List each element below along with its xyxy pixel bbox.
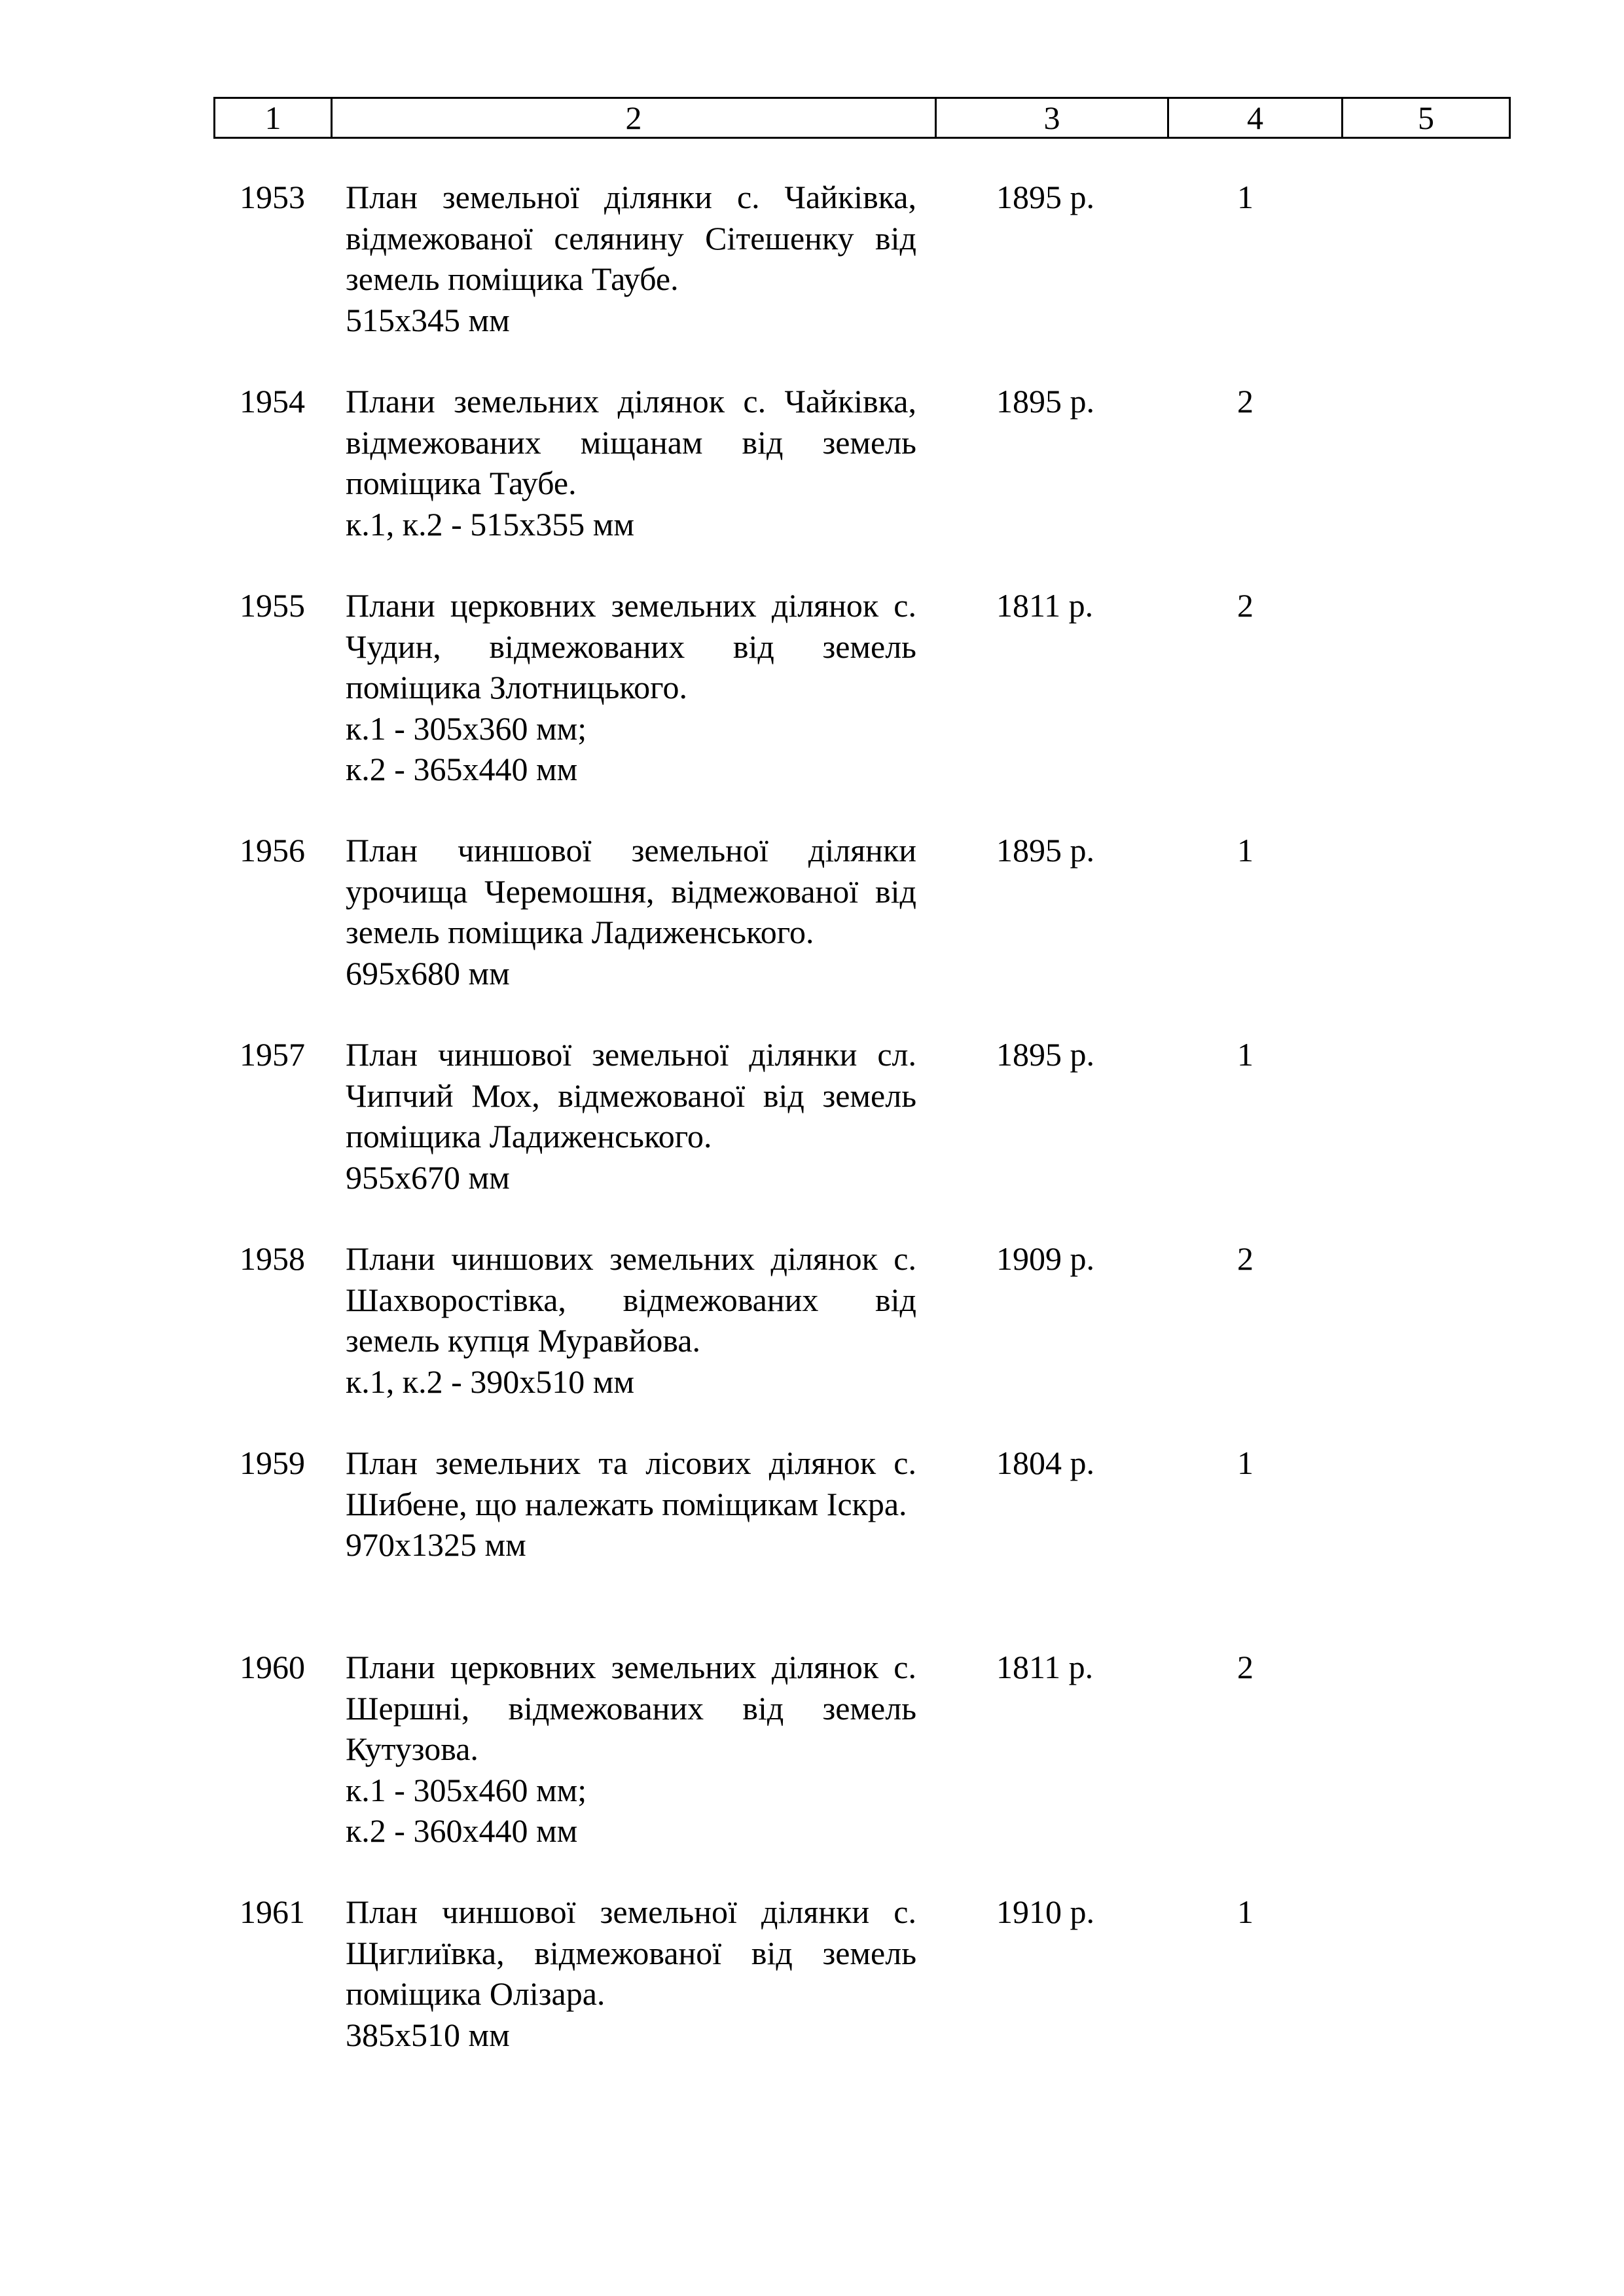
entry-number: 1956 — [240, 832, 305, 869]
entry-size: к.2 - 365х440 мм — [346, 751, 578, 787]
entry-size: к.1, к.2 - 390х510 мм — [346, 1363, 635, 1400]
entry-number: 1957 — [240, 1036, 305, 1073]
entry-description: План чиншової земельної ділянки с. Щиглиївка, відмежованої від земель поміщика Олізара. — [346, 1893, 916, 2012]
entry-number: 1953 — [240, 179, 305, 215]
entry-description-block — [346, 1892, 916, 2055]
entry-description: План земельної ділянки с. Чайківка, відмежованої селянину Сітешенку від земель поміщика Таубе. — [346, 179, 916, 297]
entry-number: 1958 — [240, 1240, 305, 1277]
entry-date: 1811 р. — [996, 587, 1094, 624]
entry-description: План чиншової земельної ділянки урочища Черемошня, відмежованої від земель поміщика Ладиженського. — [346, 832, 916, 950]
header-col-4: 4 — [1169, 99, 1343, 137]
entry-count: 2 — [1237, 1240, 1254, 1277]
entry-description: Плани церковних земельних ділянок с. Чудин, відмежованих від земель поміщика Злотницького. — [346, 587, 916, 706]
entry-number: 1954 — [240, 383, 305, 420]
entry-count: 2 — [1237, 383, 1254, 420]
entry-count: 2 — [1237, 1649, 1254, 1685]
inventory-entry — [0, 1647, 1624, 1892]
entry-number: 1959 — [240, 1444, 305, 1481]
entry-size: 955х670 мм — [346, 1158, 510, 1196]
inventory-entry — [0, 1443, 1624, 1647]
header-col-1: 1 — [215, 99, 333, 137]
entry-size: 695х680 мм — [346, 954, 510, 992]
entry-description-block — [346, 381, 916, 545]
entry-description-block — [346, 1034, 916, 1198]
entry-description-block — [346, 830, 916, 994]
entry-description: Плани церковних земельних ділянок с. Шершні, відмежованих від земель Кутузова. — [346, 1649, 916, 1767]
entry-date: 1909 р. — [996, 1240, 1094, 1277]
entry-description-block — [346, 1238, 916, 1402]
entry-size: 385х510 мм — [346, 2016, 510, 2053]
entry-description-block — [346, 1443, 916, 1566]
entry-description-block — [346, 1647, 916, 1852]
entry-number: 1961 — [240, 1893, 305, 1930]
entry-count: 1 — [1237, 1893, 1254, 1930]
header-col-3: 3 — [937, 99, 1169, 137]
entry-date: 1811 р. — [996, 1649, 1094, 1685]
entry-size: 515х345 мм — [346, 301, 510, 338]
inventory-entry — [0, 830, 1624, 1034]
entry-date: 1895 р. — [996, 1036, 1094, 1073]
column-number-header — [213, 97, 1511, 139]
entry-date: 1910 р. — [996, 1893, 1094, 1930]
entry-description-block — [346, 585, 916, 790]
entry-count: 2 — [1237, 587, 1254, 624]
inventory-entry — [0, 177, 1624, 381]
entry-description: План чиншової земельної ділянки сл. Чипчий Мох, відмежованої від земель поміщика Ладиженського. — [346, 1036, 916, 1155]
header-col-2: 2 — [333, 99, 937, 137]
entry-number: 1960 — [240, 1649, 305, 1685]
entry-date: 1895 р. — [996, 832, 1094, 869]
entry-description: Плани земельних ділянок с. Чайківка, відмежованих міщанам від земель поміщика Таубе. — [346, 383, 916, 501]
entry-date: 1804 р. — [996, 1444, 1094, 1481]
entry-number: 1955 — [240, 587, 305, 624]
inventory-entry — [0, 1238, 1624, 1443]
inventory-entry — [0, 585, 1624, 830]
entry-size: к.1 - 305х360 мм; — [346, 709, 587, 747]
entry-count: 1 — [1237, 832, 1254, 869]
inventory-entry — [0, 381, 1624, 585]
entry-size: 970х1325 мм — [346, 1526, 526, 1563]
entry-description: План земельних та лісових ділянок с. Шибене, що належать поміщикам Іскра. — [346, 1444, 916, 1522]
entry-size: к.1 - 305х460 мм; — [346, 1771, 587, 1808]
entry-description-block — [346, 177, 916, 340]
entry-count: 1 — [1237, 1036, 1254, 1073]
entry-size: к.2 - 360х440 мм — [346, 1812, 578, 1849]
entry-date: 1895 р. — [996, 179, 1094, 215]
inventory-entry — [0, 1892, 1624, 2096]
entry-count: 1 — [1237, 179, 1254, 215]
entry-count: 1 — [1237, 1444, 1254, 1481]
entry-description: Плани чиншових земельних ділянок с. Шахворостівка, відмежованих від земель купця Муравйова. — [346, 1240, 916, 1359]
inventory-entry — [0, 1034, 1624, 1238]
inventory-entries — [0, 177, 1624, 2096]
entry-size: к.1, к.2 - 515х355 мм — [346, 505, 635, 543]
header-col-5: 5 — [1418, 99, 1434, 136]
entry-date: 1895 р. — [996, 383, 1094, 420]
